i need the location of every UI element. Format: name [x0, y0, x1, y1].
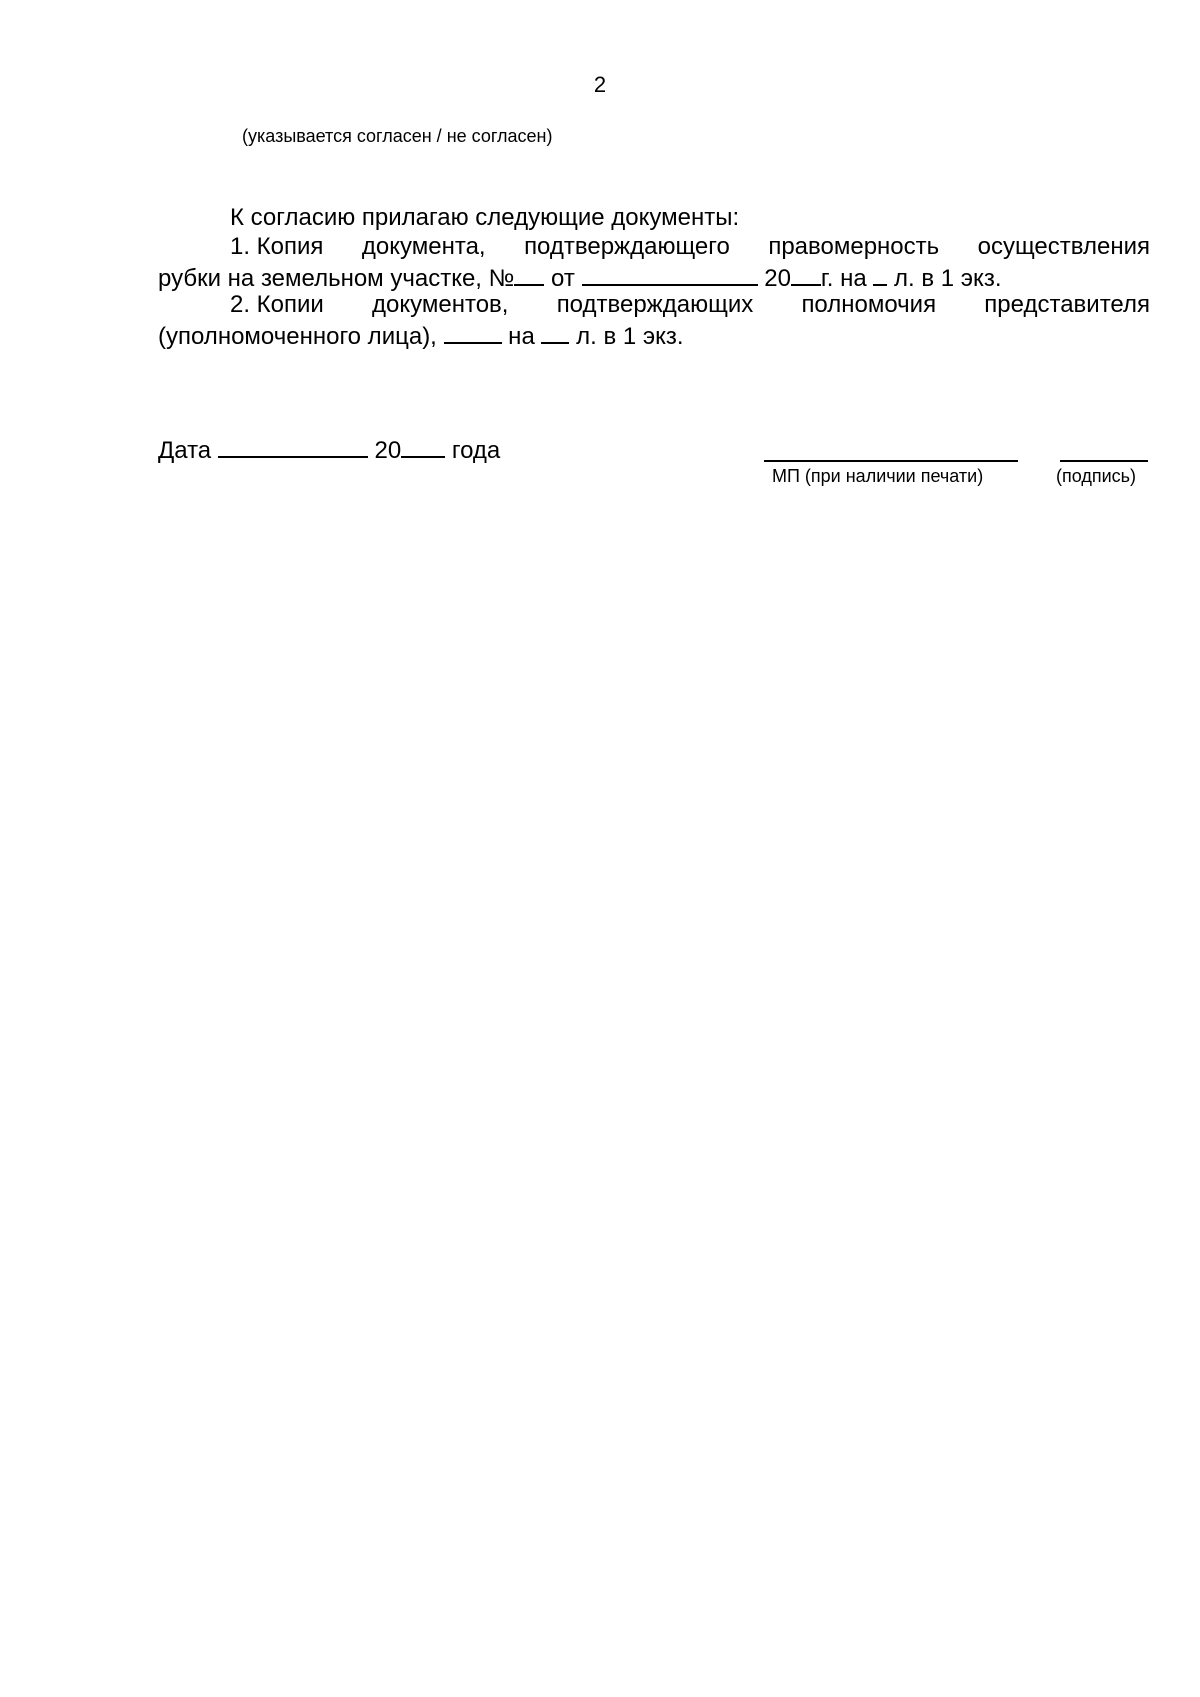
item2-word: 2. Копии [230, 291, 324, 318]
item1-word: осуществления [977, 233, 1150, 260]
item2-word: документов, [372, 291, 509, 318]
item1-line1 [158, 233, 1150, 261]
date-blank[interactable] [218, 434, 368, 458]
item2-doc-blank[interactable] [444, 320, 502, 344]
item1-text-b: от [544, 265, 582, 292]
date-year-blank[interactable] [401, 434, 445, 458]
item1-text-d: г. на [820, 265, 874, 292]
consent-hint: (указывается согласен / не согласен) [242, 126, 553, 146]
item2-text-a: (уполномоченного лица), [158, 323, 444, 350]
item1-word: подтверждающего [524, 233, 730, 260]
date-year-prefix: 20 [367, 437, 402, 464]
item1-date-blank[interactable] [582, 262, 758, 286]
item2-word: полномочия [801, 291, 937, 318]
item1-text-e: л. в 1 экз. [887, 265, 1002, 292]
page-number: 2 [593, 72, 607, 97]
item2-line2 [158, 320, 684, 351]
item1-word: правомерность [768, 233, 940, 260]
item2-word: подтверждающих [556, 291, 754, 318]
item1-year-blank[interactable] [791, 262, 821, 286]
stamp-line[interactable] [764, 460, 1018, 462]
item1-text-a: рубки на земельном участке, № [158, 265, 515, 292]
item2-line1 [158, 291, 1150, 319]
date-suffix: года [445, 437, 501, 464]
item1-line2 [158, 262, 1002, 293]
item2-text-b: на [501, 323, 542, 350]
item1-number-blank[interactable] [514, 262, 544, 286]
item1-word: документа, [361, 233, 486, 260]
item2-text-c: л. в 1 экз. [569, 323, 684, 350]
date-label: Дата [158, 437, 218, 464]
item1-text-c: 20 [757, 265, 791, 292]
item2-pages-blank[interactable] [541, 320, 569, 344]
signature-caption: (подпись) [1056, 466, 1137, 486]
signature-line[interactable] [1060, 460, 1148, 462]
item1-word: 1. Копия [230, 233, 324, 260]
date-row [158, 434, 500, 465]
item1-pages-blank[interactable] [873, 262, 887, 286]
attachments-intro: К согласию прилагаю следующие документы: [230, 204, 740, 231]
item2-word: представителя [984, 291, 1150, 318]
stamp-caption: МП (при наличии печати) [772, 466, 984, 486]
